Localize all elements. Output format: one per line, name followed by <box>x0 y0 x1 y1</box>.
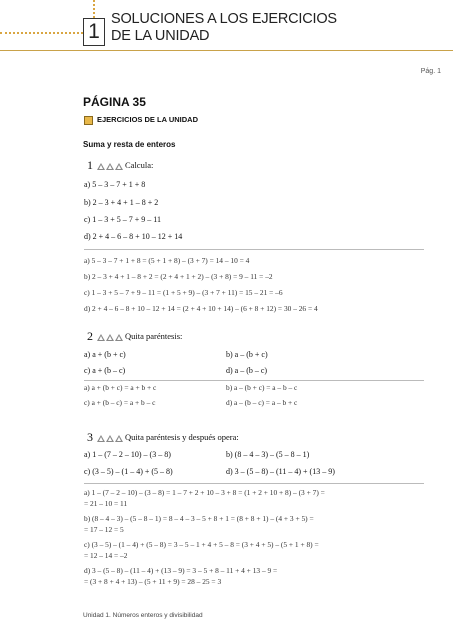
unit-number-box: 1 <box>83 18 105 46</box>
question: b) 2 – 3 + 4 + 1 – 8 + 2 <box>84 198 159 207</box>
difficulty-icon <box>97 163 123 170</box>
question: a) a + (b + c) <box>84 350 126 359</box>
section-title: EJERCICIOS DE LA UNIDAD <box>97 115 198 124</box>
difficulty-icon <box>97 435 123 442</box>
answer: = 17 – 12 = 5 <box>84 525 124 534</box>
answer: c) 1 – 3 + 5 – 7 + 9 – 11 = (1 + 5 + 9) – (3 + 7 + 11) = 15 – 21 = –6 <box>84 288 283 297</box>
question: c) 1 – 3 + 5 – 7 + 9 – 11 <box>84 215 161 224</box>
exercise-title: Calcula: <box>125 160 154 170</box>
question: d) 3 – (5 – 8) – (11 – 4) + (13 – 9) <box>226 467 335 476</box>
answer: d) 3 – (5 – 8) – (11 – 4) + (13 – 9) = 3 – 5 + 8 – 11 + 4 + 13 – 9 = <box>84 566 278 575</box>
page-footer: Unidad 1. Números enteros y divisibilidad <box>83 612 203 619</box>
difficulty-icon <box>97 334 123 341</box>
answer: = 12 – 14 = –2 <box>84 551 128 560</box>
exercise-title: Quita paréntesis: <box>125 331 183 341</box>
question: b) (8 – 4 – 3) – (5 – 8 – 1) <box>226 450 310 459</box>
page-heading: PÁGINA 35 <box>83 95 146 109</box>
header-title-line1: SOLUCIONES A LOS EJERCICIOS <box>111 11 337 27</box>
question: a) 5 – 3 – 7 + 1 + 8 <box>84 180 146 189</box>
subsection-title: Suma y resta de enteros <box>83 140 176 149</box>
answer: d) a – (b – c) = a – b + c <box>226 398 298 407</box>
answer: a) 5 – 3 – 7 + 1 + 8 = (5 + 1 + 8) – (3 + 7) = 14 – 10 = 4 <box>84 256 250 265</box>
answer-divider <box>84 483 424 484</box>
page-label: Pág. 1 <box>420 68 441 75</box>
question: a) 1 – (7 – 2 – 10) – (3 – 8) <box>84 450 171 459</box>
question: d) a – (b – c) <box>226 366 268 375</box>
answer-divider <box>84 380 424 381</box>
answer: c) a + (b – c) = a + b – c <box>84 398 156 407</box>
question: d) 2 + 4 – 6 – 8 + 10 – 12 + 14 <box>84 232 183 241</box>
exercise-number: 1 <box>87 158 93 172</box>
header-rule <box>0 50 453 51</box>
exercise-number: 2 <box>87 329 93 343</box>
answer: b) (8 – 4 – 3) – (5 – 8 – 1) = 8 – 4 – 3 – 5 + 8 + 1 = (8 + 8 + 1) – (4 + 3 + 5) = <box>84 514 314 523</box>
question: c) a + (b – c) <box>84 366 126 375</box>
answer: b) a – (b + c) = a – b – c <box>226 383 298 392</box>
header-title-line2: DE LA UNIDAD <box>111 28 210 44</box>
question: b) a – (b + c) <box>226 350 268 359</box>
answer: = (3 + 8 + 4 + 13) – (5 + 11 + 9) = 28 – 25 = 3 <box>84 577 222 586</box>
answer: a) a + (b + c) = a + b + c <box>84 383 157 392</box>
exercise-number: 3 <box>87 430 93 444</box>
header-dotted-line <box>0 32 83 34</box>
answer: b) 2 – 3 + 4 + 1 – 8 + 2 = (2 + 4 + 1 + 2) – (3 + 8) = 9 – 11 = –2 <box>84 272 273 281</box>
header-dotted-vertical <box>93 0 95 18</box>
section-square-icon <box>84 116 93 125</box>
answer: a) 1 – (7 – 2 – 10) – (3 – 8) = 1 – 7 + 2 + 10 – 3 + 8 = (1 + 2 + 10 + 8) – (3 + 7) = <box>84 488 325 497</box>
answer-divider <box>84 249 424 250</box>
exercise-title: Quita paréntesis y después opera: <box>125 432 239 442</box>
header-title <box>111 11 337 45</box>
answer: d) 2 + 4 – 6 – 8 + 10 – 12 + 14 = (2 + 4 + 10 + 14) – (6 + 8 + 12) = 30 – 26 = 4 <box>84 304 318 313</box>
question: c) (3 – 5) – (1 – 4) + (5 – 8) <box>84 467 173 476</box>
answer: = 21 – 10 = 11 <box>84 499 128 508</box>
answer: c) (3 – 5) – (1 – 4) + (5 – 8) = 3 – 5 – 1 + 4 + 5 – 8 = (3 + 4 + 5) – (5 + 1 + 8) = <box>84 540 319 549</box>
